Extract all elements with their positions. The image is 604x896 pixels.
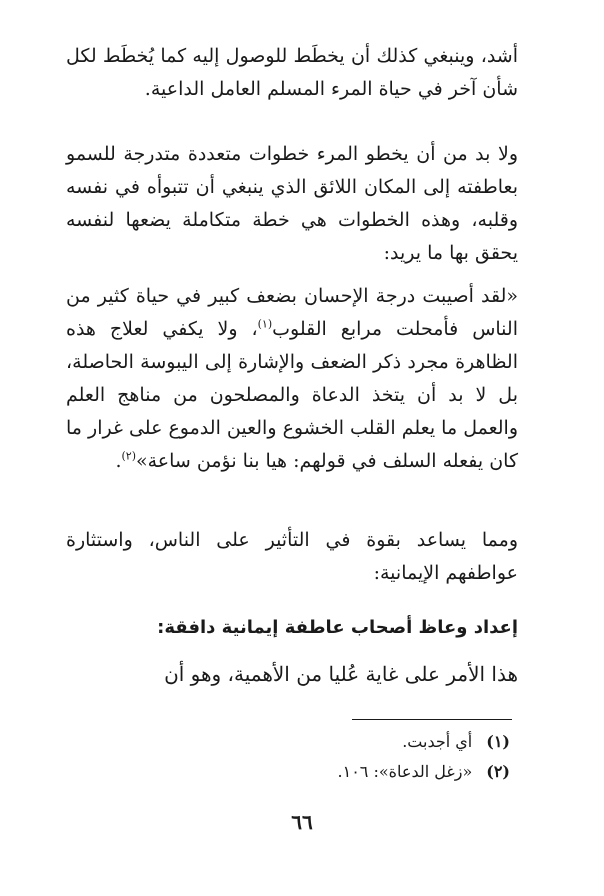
footnote-2 bbox=[66, 757, 510, 787]
footnote-number: (١) bbox=[486, 732, 510, 751]
paragraph-quotation bbox=[66, 280, 518, 478]
paragraph-section-start: هذا الأمر على غاية عُليا من الأهمية، وهو أن bbox=[164, 662, 518, 686]
paragraph-steps: ولا بد من أن يخطو المرء خطوات متعددة متدرجة للسمو بعاطفته إلى المكان اللائق الذي ينبغي أن تتبوأه في نفسه وقلبه، وهذه الخطوات هي خطة متكاملة يضعها لنفسه يحقق بها ما يريد: bbox=[66, 143, 518, 264]
page-number: ٦٦ bbox=[291, 810, 313, 834]
footnote-reference-1: (١) bbox=[257, 317, 273, 331]
footnote-number: (٢) bbox=[486, 762, 510, 781]
footnote-1 bbox=[66, 727, 510, 757]
footnote-separator bbox=[352, 719, 512, 720]
quotation-part-2: ، ولا يكفي لعلاج هذه الظاهرة مجرد ذكر الضعف والإشارة إلى اليبوسة الحاصلة، بل لا بد أن يتخذ الدعاة والمصلحون من مناهج العلم والعمل ما يعلم القلب الخشوع والعين الدموع على غرار ما كان يفعله السلف في قولهم: هيا بنا نؤمن ساعة» bbox=[66, 318, 518, 472]
quotation-part-1: «لقد أصيبت درجة الإحسان بضعف كبير في حياة كثير من الناس فأمحلت مرابع القلوب bbox=[66, 285, 518, 340]
section-heading: إعداد وعاظ أصحاب عاطفة إيمانية دافقة: bbox=[157, 617, 518, 638]
paragraph-influence: ومما يساعد بقوة في التأثير على الناس، واستثارة عواطفهم الإيمانية: bbox=[66, 529, 519, 584]
footnote-text: «زغل الدعاة»: ١٠٦. bbox=[337, 762, 473, 781]
footnotes bbox=[66, 727, 510, 787]
paragraph-continuation: أشد، وينبغي كذلك أن يخطَط للوصول إليه كما يُخطَط لكل شأن آخر في حياة المرء المسلم العامل الداعية. bbox=[66, 45, 518, 100]
footnote-reference-2: (٢) bbox=[121, 449, 136, 463]
quotation-end: . bbox=[115, 450, 122, 472]
footnote-text: أي أجدبت. bbox=[402, 732, 473, 751]
